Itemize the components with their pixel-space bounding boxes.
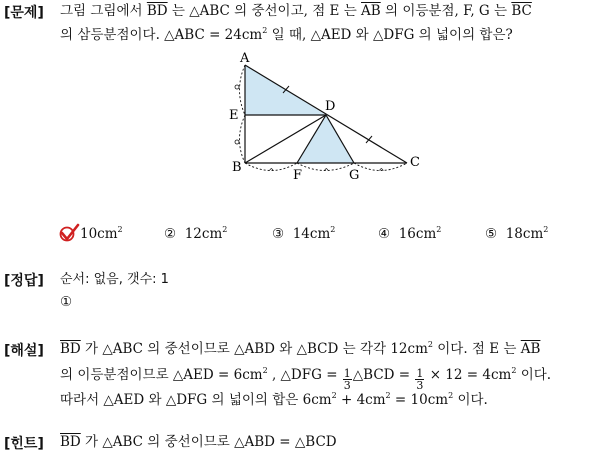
segment-ab: $\overline{AB}$: [361, 3, 381, 19]
option-number: ⑤: [485, 226, 498, 242]
arc-mark: ^: [268, 167, 275, 176]
answer-line-2: ①: [60, 294, 73, 310]
option-value: 14cm: [292, 226, 331, 242]
label-b: B: [232, 160, 242, 175]
superscript: 2: [117, 225, 123, 234]
arc-mark: ^: [378, 167, 385, 176]
problem-line-1: [60, 2, 532, 20]
triangle-figure: [220, 50, 430, 185]
explanation-text: × 12 = 4cm: [425, 367, 512, 383]
fraction: [343, 368, 352, 391]
answer-label: [정답]: [4, 273, 44, 289]
explanation-text: 따라서 △AED 와 △DFG 의 넓이의 합은 6cm: [60, 392, 332, 408]
superscript: 2: [331, 391, 337, 400]
explanation-text: = 10cm: [390, 392, 449, 408]
arc-eb: [240, 115, 246, 163]
segment-bd: $\overline{BD}$: [60, 434, 81, 450]
superscript: 2: [448, 391, 454, 400]
arc-mark: ^: [323, 167, 330, 176]
problem-label: [문제]: [4, 5, 44, 21]
problem-line-2: [60, 26, 513, 44]
superscript: 2: [222, 225, 228, 234]
fraction-numerator: 1: [416, 367, 424, 380]
superscript: 2: [427, 340, 433, 349]
fraction-denominator: 3: [343, 379, 351, 392]
triangle-dfg-fill: [297, 115, 354, 163]
answer-line-1: 순서: 없음, 갯수: 1: [60, 272, 169, 287]
explanation-line-2: [60, 366, 551, 391]
label-d: D: [325, 99, 336, 114]
explanation-label: [해설]: [4, 343, 44, 359]
explanation-text: , △DFG =: [267, 367, 342, 383]
option-value: 16cm: [398, 226, 437, 242]
superscript: 2: [262, 366, 268, 375]
problem-text: 의 이등분점, F, G 는: [380, 3, 512, 19]
explanation-text: 이다.: [453, 392, 488, 408]
option-value: 12cm: [184, 226, 223, 242]
label-g: G: [349, 168, 360, 183]
problem-text: 는 △ABC 의 중선이고, 점 E 는: [167, 3, 362, 19]
label-f: F: [293, 168, 303, 183]
option-number: ②: [164, 226, 177, 242]
explanation-line-1: [60, 340, 540, 358]
explanation-text: 이다.: [516, 367, 552, 383]
arc-mark: [235, 85, 239, 89]
explanation-text: 의 이등분점이므로 △AED = 6cm: [60, 367, 263, 383]
fraction: [415, 368, 424, 391]
explanation-line-3: [60, 391, 488, 409]
segment-bd: $\overline{BD}$: [60, 341, 81, 357]
option-value: 10cm: [80, 226, 118, 242]
label-c: C: [410, 155, 420, 170]
segment-ab: $\overline{AB}$: [520, 341, 541, 357]
fraction-numerator: 1: [343, 367, 351, 380]
fraction-denominator: 3: [416, 379, 424, 392]
superscript: 2: [511, 366, 517, 375]
explanation-text: 이다. 점 E 는: [432, 341, 521, 357]
arc-ae: [240, 65, 246, 115]
problem-text: 의 삼등분점이다. △ABC = 24cm: [60, 27, 263, 43]
segment-bc: $\overline{BC}$: [511, 3, 532, 19]
option-value: 18cm: [505, 226, 544, 242]
hint-text: 가 △ABC 의 중선이므로 △ABD = △BCD: [80, 434, 337, 450]
option-number: ④: [378, 226, 391, 242]
arc-mark: [235, 140, 239, 144]
explanation-text: △BCD =: [352, 367, 415, 383]
segment-bd: $\overline{BD}$: [146, 3, 168, 19]
explanation-text: + 4cm: [336, 392, 386, 408]
problem-text: 그림 그림에서: [60, 3, 147, 19]
hint-line: [60, 433, 337, 451]
option-3[interactable]: [272, 226, 335, 242]
hint-label: [힌트]: [4, 436, 44, 452]
superscript: 2: [543, 225, 549, 234]
superscript: 2: [330, 225, 336, 234]
superscript: 2: [436, 225, 442, 234]
option-5[interactable]: [485, 226, 548, 242]
option-4[interactable]: [378, 226, 441, 242]
option-number: ③: [272, 226, 285, 242]
option-2[interactable]: [164, 226, 227, 242]
label-e: E: [229, 108, 239, 123]
option-1[interactable]: [80, 226, 123, 242]
superscript: 2: [385, 391, 391, 400]
problem-text: 일 때, △AED 와 △DFG 의 넓이의 합은?: [267, 27, 513, 43]
superscript: 2: [262, 26, 268, 35]
label-a: A: [240, 51, 250, 66]
explanation-text: 가 △ABC 의 중선이므로 △ABD 와 △BCD 는 각각 12cm: [80, 341, 428, 357]
selected-check-icon: [58, 222, 80, 244]
